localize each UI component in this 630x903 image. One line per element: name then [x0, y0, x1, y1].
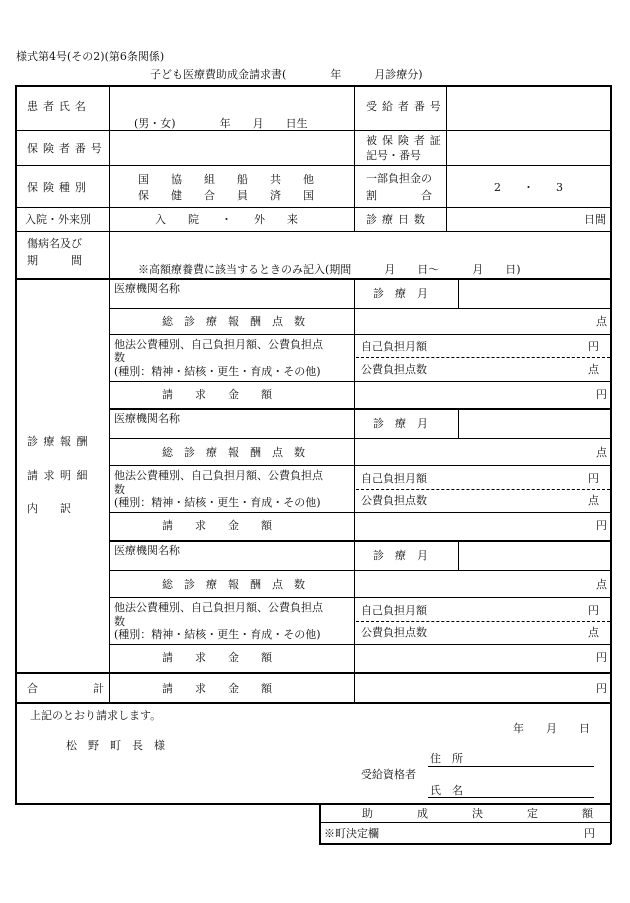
detail-label-line2: 請求明細	[27, 469, 93, 482]
disease-label-line2: 期 間	[27, 254, 82, 267]
claim-amount-label: 請 求 金 額	[162, 388, 272, 401]
institution-name-label: 医療機関名称	[114, 282, 180, 295]
address-label: 住 所	[430, 752, 463, 765]
self-pay-label: 自己負担月額	[361, 340, 427, 353]
treatment-month-label: 診 療 月	[373, 287, 428, 300]
self-pay-label: 自己負担月額	[361, 472, 427, 485]
institution-name-label: 医療機関名称	[114, 544, 180, 557]
total-points-unit: 点	[596, 315, 607, 328]
treatment-month-label: 診 療 月	[373, 417, 428, 430]
request-date[interactable]: 年 月 日	[513, 722, 590, 735]
claim-amount-label: 請 求 金 額	[162, 519, 272, 532]
treatment-month-label: 診 療 月	[373, 549, 428, 562]
self-pay-unit: 円	[588, 472, 599, 485]
patient-name-label: 患者氏名	[27, 100, 91, 113]
insured-card-label-line1: 被保険者証	[366, 134, 446, 147]
detail-label-line3: 内 訳	[27, 502, 71, 515]
insurer-number-label: 保険者番号	[27, 142, 107, 155]
disease-label-line1: 傷病名及び	[27, 237, 82, 250]
claim-amount-label: 請 求 金 額	[162, 651, 272, 664]
admission-type-options[interactable]: 入 院 ・ 外 来	[155, 213, 298, 226]
public-points-unit: 点	[588, 626, 599, 639]
claim-amount-unit: 円	[596, 388, 607, 401]
institution-name-label: 医療機関名称	[114, 412, 180, 425]
request-statement: 上記のとおり請求します。	[30, 709, 162, 722]
self-pay-label: 自己負担月額	[361, 604, 427, 617]
copay-ratio-value[interactable]: 2 ・ 3	[494, 181, 563, 194]
insured-card-label-line2: 記号・番号	[366, 149, 421, 162]
claim-amount-unit: 円	[596, 651, 607, 664]
other-public-label-line3: (種別：精神・結核・更生・育成・その他)	[114, 628, 321, 641]
name-underline[interactable]	[428, 797, 594, 798]
public-points-label: 公費負担点数	[361, 363, 427, 376]
form-title: 子ども医療費助成金請求書( 年 月診療分)	[150, 68, 423, 81]
public-points-unit: 点	[588, 494, 599, 507]
other-public-label-line2: 数	[114, 351, 125, 364]
form-number: 様式第4号(その2)(第6条関係)	[16, 50, 165, 63]
public-points-unit: 点	[588, 363, 599, 376]
sex-dob-field[interactable]: (男・女) 年 月 日生	[134, 117, 308, 130]
total-points-label: 総 診 療 報 酬 点 数	[162, 446, 305, 459]
public-points-label: 公費負担点数	[361, 494, 427, 507]
total-points-label: 総 診 療 報 酬 点 数	[162, 578, 305, 591]
other-public-label-line2: 数	[114, 615, 125, 628]
decision-amount-title: 助 成 決 定 額	[362, 807, 593, 820]
insurance-type-label: 保険種別	[27, 181, 91, 194]
public-points-label: 公費負担点数	[361, 626, 427, 639]
total-claim-amount-label: 請 求 金 額	[162, 682, 272, 695]
addressee: 松 野 町 長 様	[66, 739, 165, 752]
total-points-label: 総 診 療 報 酬 点 数	[162, 315, 305, 328]
decision-amount-unit: 円	[584, 827, 595, 840]
self-pay-unit: 円	[588, 340, 599, 353]
total-claim-amount-unit: 円	[596, 682, 607, 695]
total-label: 合 計	[27, 682, 104, 695]
total-points-unit: 点	[596, 578, 607, 591]
insurance-type-options-line1[interactable]: 国 協 組 船 共 他	[138, 173, 314, 186]
copay-ratio-label-line2: 割 合	[366, 189, 432, 202]
treatment-days-unit: 日間	[584, 213, 606, 226]
claim-amount-unit: 円	[596, 519, 607, 532]
copay-ratio-label-line1: 一部負担金の	[366, 172, 432, 185]
high-cost-note: ※高額療養費に該当するときのみ記入(期間 月 日〜 月 日)	[138, 263, 521, 276]
qualified-person-label: 受給資格者	[361, 768, 416, 781]
name-label: 氏 名	[430, 784, 463, 797]
insurance-type-options-line2[interactable]: 保 健 合 員 済 国	[138, 189, 314, 202]
other-public-label-line3: (種別：精神・結核・更生・育成・その他)	[114, 365, 321, 378]
other-public-label-line1: 他法公費種別、自己負担月額、公費負担点	[114, 338, 323, 351]
other-public-label-line3: (種別：精神・結核・更生・育成・その他)	[114, 496, 321, 509]
self-pay-unit: 円	[588, 604, 599, 617]
recipient-number-label: 受給者番号	[366, 100, 446, 113]
detail-label-line1: 診療報酬	[27, 435, 93, 448]
other-public-label-line1: 他法公費種別、自己負担月額、公費負担点	[114, 601, 323, 614]
total-points-unit: 点	[596, 446, 607, 459]
other-public-label-line2: 数	[114, 483, 125, 496]
admission-type-label: 入院・外来別	[25, 213, 91, 226]
other-public-label-line1: 他法公費種別、自己負担月額、公費負担点	[114, 469, 323, 482]
treatment-days-label: 診療日数	[366, 213, 430, 226]
town-decision-label: ※町決定欄	[324, 827, 379, 840]
address-underline[interactable]	[428, 766, 594, 767]
